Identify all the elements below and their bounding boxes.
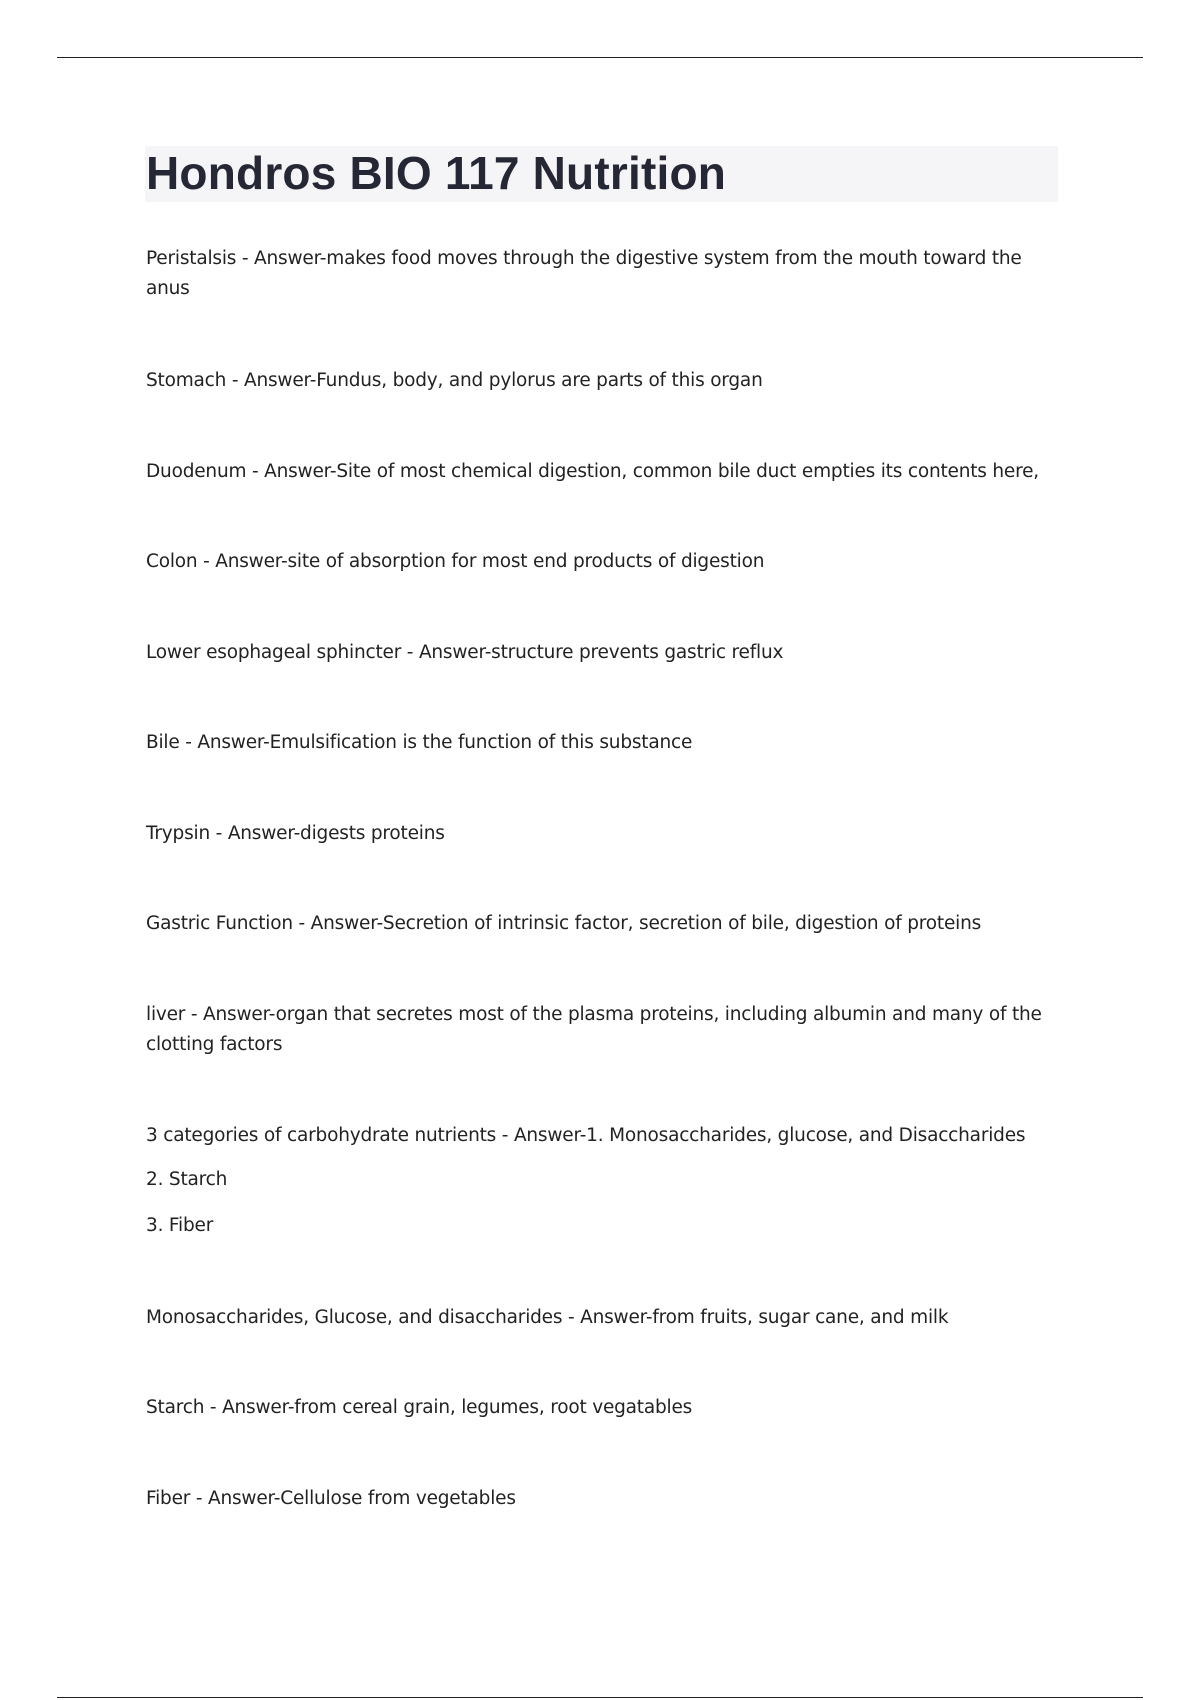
carb-list-item-fiber: 3. Fiber	[146, 1215, 214, 1236]
entry-colon: Colon - Answer-site of absorption for most end products of digestion	[146, 551, 765, 572]
bottom-rule	[57, 1697, 1143, 1698]
carb-list-item-starch: 2. Starch	[146, 1169, 228, 1190]
entry-monosaccharides: Monosaccharides, Glucose, and disaccharides - Answer-from fruits, sugar cane, and milk	[146, 1307, 949, 1328]
entry-liver: liver - Answer-organ that secretes most of the plasma proteins, including albumin and many of the clotting factors	[146, 1004, 1042, 1055]
entry-trypsin: Trypsin - Answer-digests proteins	[146, 823, 445, 844]
entry-starch: Starch - Answer-from cereal grain, legumes, root vegatables	[146, 1397, 693, 1418]
page-title: Hondros BIO 117 Nutrition	[146, 147, 727, 199]
entry-lower-esophageal-sphincter: Lower esophageal sphincter - Answer-structure prevents gastric reflux	[146, 642, 784, 663]
entry-gastric-function: Gastric Function - Answer-Secretion of intrinsic factor, secretion of bile, digestion of proteins	[146, 913, 982, 934]
entry-stomach: Stomach - Answer-Fundus, body, and pylorus are parts of this organ	[146, 370, 763, 391]
top-rule	[57, 57, 1143, 58]
entry-peristalsis: Peristalsis - Answer-makes food moves through the digestive system from the mouth toward the anus	[146, 248, 1022, 299]
entry-duodenum: Duodenum - Answer-Site of most chemical digestion, common bile duct empties its contents here,	[146, 461, 1039, 482]
entry-carbohydrate-categories: 3 categories of carbohydrate nutrients - Answer-1. Monosaccharides, glucose, and Disaccharides	[146, 1125, 1026, 1146]
entry-bile: Bile - Answer-Emulsification is the function of this substance	[146, 732, 693, 753]
entry-fiber: Fiber - Answer-Cellulose from vegetables	[146, 1488, 516, 1509]
